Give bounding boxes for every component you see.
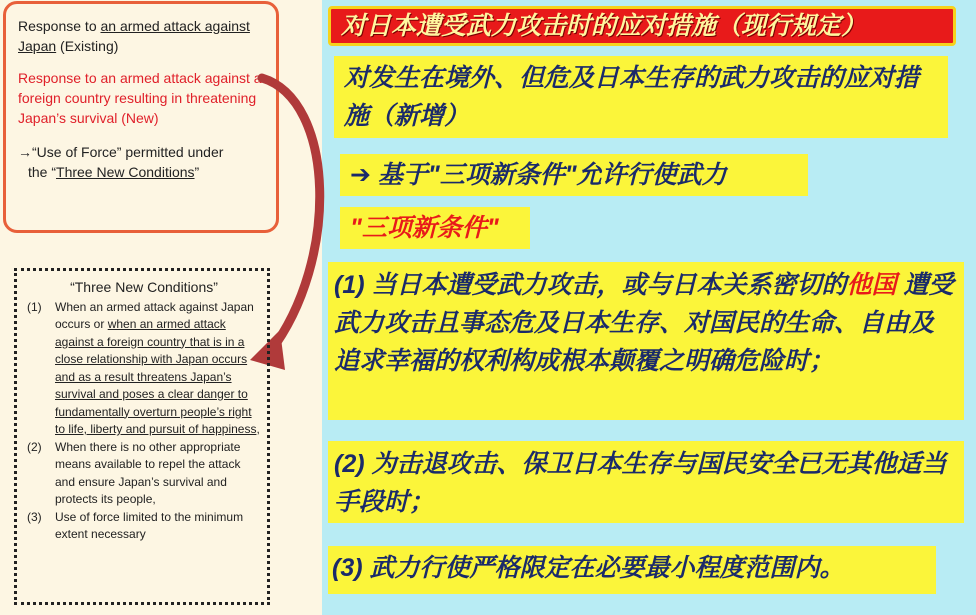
condition-item-1: (1) When an armed attack against Japan occurs or when an armed attack against a foreign country that is in a close relationship with Japan occurs and as a result threatens Japan’s survival and poses a clear danger to fundamentally overturn people’s right to life, liberty and pursuit of happiness,	[27, 299, 260, 436]
three-conditions-box	[14, 268, 270, 605]
use-of-force-banner: ➔ 基于"三项新条件"允许行使武力	[340, 154, 808, 196]
condition-item-2: (2) When there is no other appropriate means available to repel the attack and ensure Japan’s survival and protects its people,	[27, 439, 241, 506]
condition-1-banner: (1) 当日本遭受武力攻击，或与日本关系密切的他国 遭受武力攻击且事态危及日本生存、对国民的生命、自由及追求幸福的权利构成根本颠覆之明确危险时；	[328, 262, 964, 420]
conditions-title-banner: "三项新条件"	[340, 207, 530, 249]
response-box	[3, 1, 279, 233]
armed-attack-link: an armed attack against Japan	[18, 18, 250, 54]
new-measure-banner: 对发生在境外、但危及日本生存的武力攻击的应对措施（新增）	[334, 56, 948, 138]
title-banner: 对日本遭受武力攻击时的应对措施（现行规定）	[328, 6, 956, 46]
condition-2-banner: (2) 为击退攻击、保卫日本生存与国民安全已无其他适当手段时；	[328, 441, 964, 523]
three-conditions-link: Three New Conditions	[56, 164, 195, 180]
conditions-box-title: “Three New Conditions”	[70, 279, 218, 295]
condition-3-banner: (3) 武力行使严格限定在必要最小程度范围内。	[328, 546, 936, 594]
condition-item-3: (3) Use of force limited to the minimum extent necessary	[27, 509, 244, 541]
use-of-force-note: →“Use of Force” permitted under the “Three New Conditions”	[18, 144, 224, 180]
new-response: Response to an armed attack against a foreign country resulting in threatening Japan’s survival (New)	[18, 70, 262, 126]
other-country-highlight: 他国	[846, 271, 897, 299]
existing-response: Response to an armed attack against Japan (Existing)	[18, 18, 250, 54]
